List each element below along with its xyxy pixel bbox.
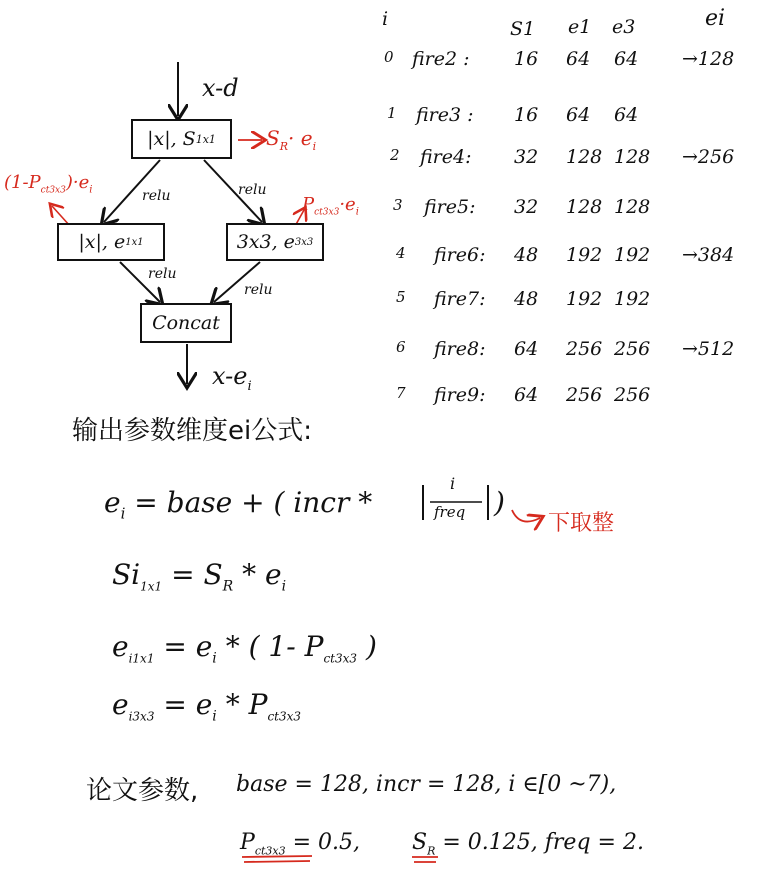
table-cell-name: fire8: — [434, 338, 486, 360]
table-cell-s1: 64 — [514, 384, 539, 406]
table-cell-e3: 128 — [614, 146, 651, 168]
table-cell-e3: 64 — [614, 48, 639, 70]
table-cell-name: fire3 : — [416, 104, 474, 126]
table-cell-s1: 16 — [514, 104, 539, 126]
table-cell-e1: 128 — [566, 146, 603, 168]
table-cell-s1: 16 — [514, 48, 539, 70]
squeeze-conv-sub: 1x1 — [195, 132, 216, 146]
squeeze-conv-box — [131, 119, 232, 159]
right-branch-note: $P_{ct3x3}\cdot e_i$ — [302, 194, 359, 218]
underline-sr — [412, 857, 438, 862]
table-cell-i: 6 — [396, 338, 406, 356]
input-label: x-d — [202, 74, 239, 102]
params-pct: $P_{ct3x3} = 0.5$, — [240, 830, 361, 858]
floor-note: 下取整 — [548, 511, 615, 536]
table-cell-name: fire9: — [434, 384, 486, 406]
fraction-numerator: i — [450, 474, 456, 493]
formula-close-paren: ) — [494, 486, 505, 519]
table-cell-i: 5 — [396, 288, 406, 306]
header-i: i — [382, 8, 389, 30]
params-label: 论文参数, — [86, 776, 199, 806]
params-line1: base = 128, incr = 128, i ∈[0 ~7), — [236, 772, 617, 797]
table-cell-e1: 192 — [566, 244, 603, 266]
formula-si1x1: $Si_{1x1} = S_R * e_i$ — [112, 558, 287, 595]
table-cell-e3: 128 — [614, 196, 651, 218]
header-e3: e3 — [612, 16, 636, 38]
fraction-denominator: freq — [434, 503, 466, 521]
squeeze-note: $S_R\cdot e_i$ — [266, 126, 317, 153]
table-cell-e1: 256 — [566, 338, 603, 360]
table-cell-name: fire6: — [434, 244, 486, 266]
table-cell-ei: →512 — [682, 338, 735, 360]
table-cell-e1: 128 — [566, 196, 603, 218]
table-cell-e3: 192 — [614, 244, 651, 266]
formula-ei3x3: $e_{i3x3} = e_i * P_{ct3x3}$ — [112, 688, 302, 725]
squeeze-conv-label: |x|, S — [147, 128, 196, 150]
table-cell-ei: →128 — [682, 48, 735, 70]
relu-label-2: relu — [238, 182, 267, 198]
table-cell-i: 0 — [384, 48, 394, 66]
table-cell-i: 1 — [387, 104, 397, 122]
table-cell-name: fire4: — [420, 146, 472, 168]
expand3x3-box: 3x3, e 3x3 — [226, 223, 324, 261]
table-cell-i: 3 — [393, 196, 403, 214]
table-cell-s1: 32 — [514, 146, 539, 168]
table-cell-i: 2 — [390, 146, 400, 164]
concat-box: Concat — [140, 303, 232, 343]
formula-ei: $e_i$ = base + ( incr * — [104, 486, 373, 523]
table-cell-e3: 64 — [614, 104, 639, 126]
relu-label-4: relu — [244, 282, 273, 298]
table-cell-e3: 256 — [614, 384, 651, 406]
table-cell-i: 7 — [396, 384, 406, 402]
table-cell-e3: 192 — [614, 288, 651, 310]
table-cell-ei: →256 — [682, 146, 735, 168]
table-cell-i: 4 — [396, 244, 406, 262]
table-cell-name: fire5: — [424, 196, 476, 218]
expand1x1-box: |x|, e 1x1 — [57, 223, 165, 261]
table-cell-s1: 48 — [514, 288, 539, 310]
formula-heading: 输出参数维度ei公式: — [72, 416, 312, 446]
red-arrow-floor — [512, 510, 540, 522]
relu-label-3: relu — [148, 266, 177, 282]
table-cell-e1: 256 — [566, 384, 603, 406]
table-cell-s1: 48 — [514, 244, 539, 266]
header-e1: e1 — [568, 16, 592, 38]
header-s1: S1 — [510, 18, 536, 40]
table-cell-name: fire2 : — [412, 48, 470, 70]
table-cell-e3: 256 — [614, 338, 651, 360]
table-cell-e1: 64 — [566, 104, 591, 126]
output-label: $x-e_i$ — [212, 362, 252, 394]
table-cell-s1: 32 — [514, 196, 539, 218]
header-ei: ei — [705, 6, 726, 31]
params-sr: $S_R = 0.125$, freq = 2. — [412, 830, 644, 858]
left-branch-note: $(1-P_{ct3x3})\cdot e_i$ — [4, 172, 93, 196]
relu-label-1: relu — [142, 188, 171, 204]
table-cell-e1: 192 — [566, 288, 603, 310]
formula-ei1x1: $e_{i1x1} = e_i$ * ( 1- $P_{ct3x3}$ ) — [112, 630, 377, 667]
table-cell-name: fire7: — [434, 288, 486, 310]
table-cell-ei: →384 — [682, 244, 735, 266]
table-cell-e1: 64 — [566, 48, 591, 70]
table-cell-s1: 64 — [514, 338, 539, 360]
